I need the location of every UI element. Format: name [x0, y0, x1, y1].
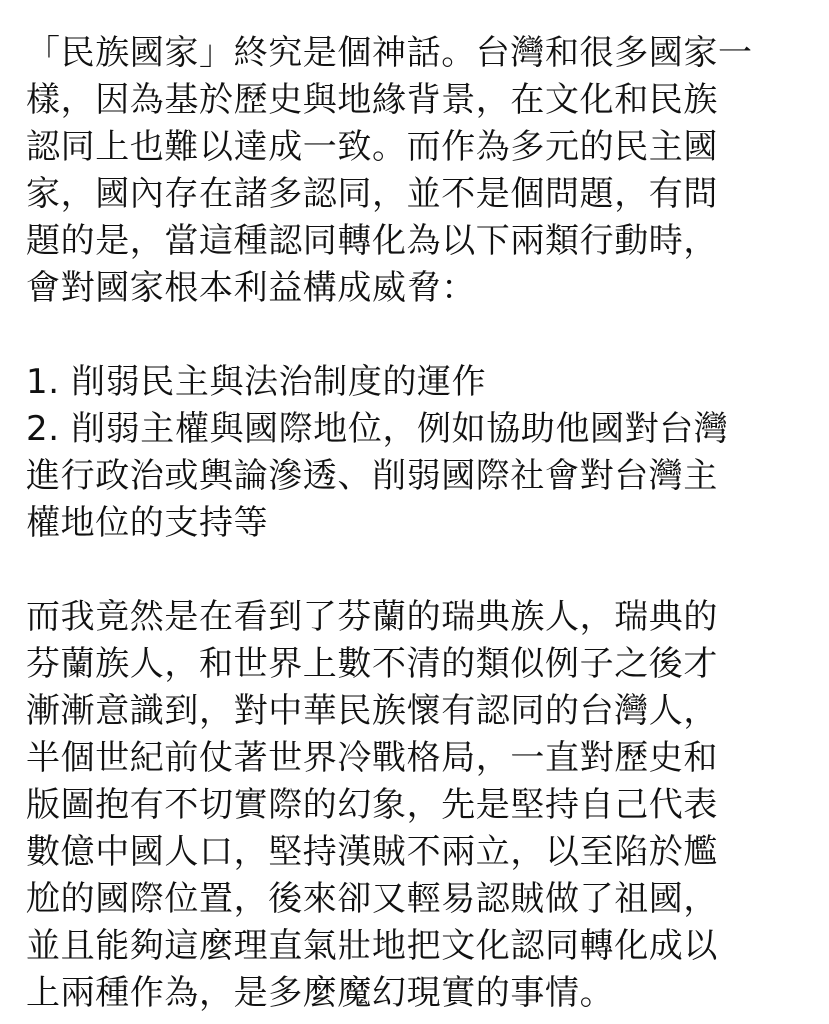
text-line: 並且能夠這麼理直氣壯地把文化認同轉化成以: [26, 926, 718, 966]
text-line: 權地位的支持等: [26, 503, 269, 543]
text-line: 數億中國人口，堅持漢賊不兩立，以至陷於尷: [26, 832, 718, 872]
list-item: 2. 削弱主權與國際地位，例如協助他國對台灣: [26, 409, 729, 449]
text-line: 芬蘭族人，和世界上數不清的類似例子之後才: [26, 644, 718, 684]
list-item: 1. 削弱民主與法治制度的運作: [26, 362, 487, 402]
text-line: 題的是，當這種認同轉化為以下兩類行動時，: [26, 221, 718, 261]
text-line: 樣，因為基於歷史與地緣背景，在文化和民族: [26, 80, 718, 120]
text-line: 版圖抱有不切實際的幻象，先是堅持自己代表: [26, 785, 718, 825]
text-line: 家，國內存在諸多認同，並不是個問題，有問: [26, 174, 718, 214]
text-line: 進行政治或輿論滲透、削弱國際社會對台灣主: [26, 456, 718, 496]
document-body: [26, 30, 806, 1017]
paragraph-2-list: [26, 359, 806, 547]
paragraph-3: [26, 594, 806, 1017]
text-line: 「民族國家」終究是個神話。台灣和很多國家一: [26, 33, 753, 73]
text-line: 認同上也難以達成一致。而作為多元的民主國: [26, 127, 718, 167]
text-line: 尬的國際位置，後來卻又輕易認賊做了祖國，: [26, 879, 718, 919]
text-line: 半個世紀前仗著世界冷戰格局，一直對歷史和: [26, 738, 718, 778]
text-line: 漸漸意識到，對中華民族懷有認同的台灣人，: [26, 691, 718, 731]
text-line: 會對國家根本利益構成威脅：: [26, 268, 476, 308]
text-line: 上兩種作為，是多麼魔幻現實的事情。: [26, 973, 615, 1013]
text-line: 而我竟然是在看到了芬蘭的瑞典族人，瑞典的: [26, 597, 718, 637]
paragraph-spacer: [26, 547, 806, 594]
paragraph-spacer: [26, 312, 806, 359]
paragraph-1: [26, 30, 806, 312]
